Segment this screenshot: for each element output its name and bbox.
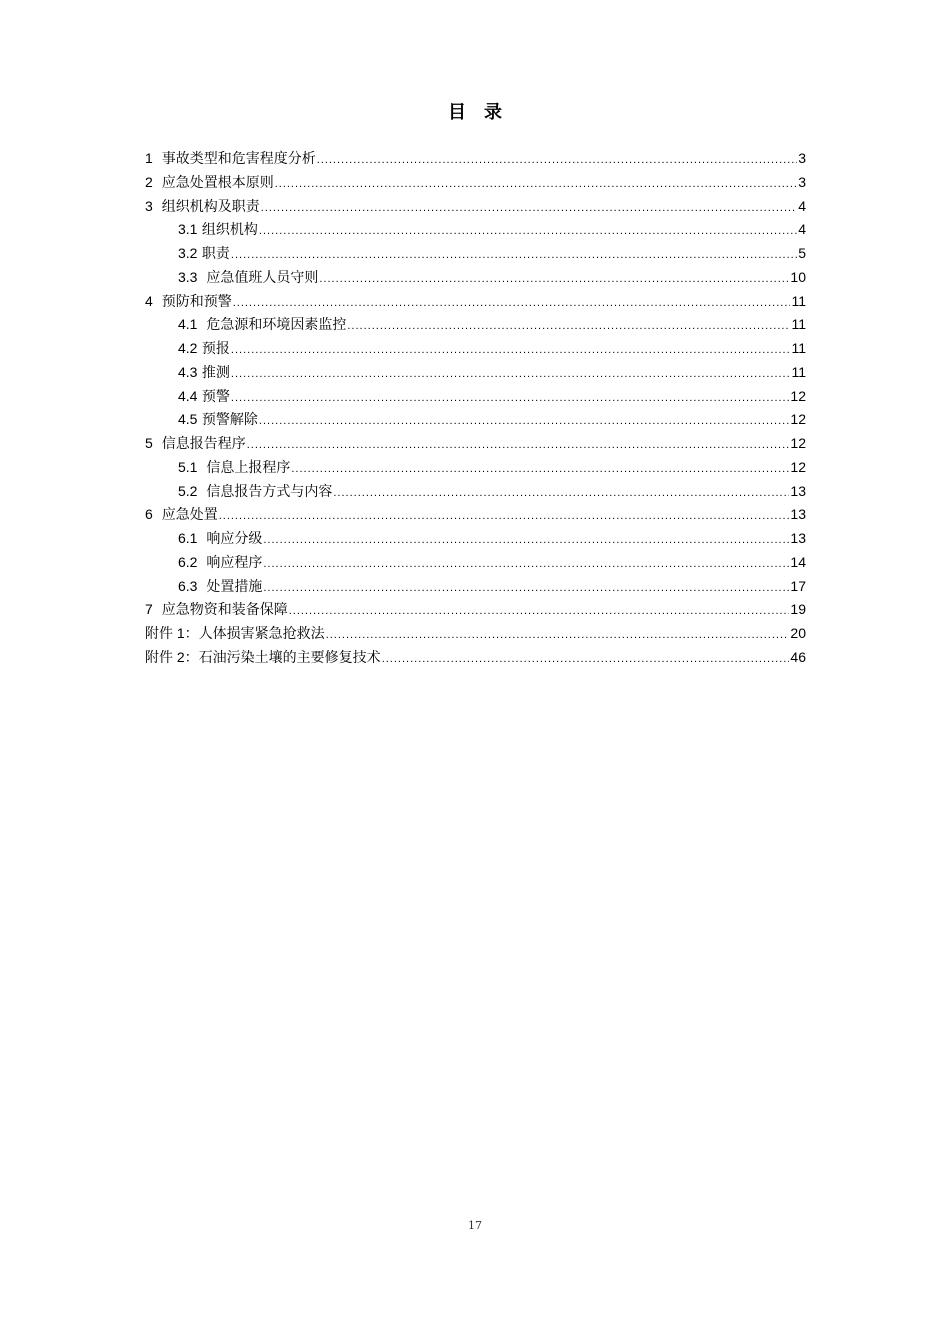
toc-entry[interactable]: [145, 598, 806, 620]
toc-entry-page-number: 12: [790, 387, 806, 404]
toc-entry-label: [178, 385, 230, 408]
footer-page-number: 17: [468, 1219, 482, 1232]
toc-entry-page-number: 4: [798, 197, 806, 214]
toc-entry[interactable]: [178, 551, 806, 573]
toc-entry-label: [145, 598, 288, 621]
toc-entry-text: 预防和预警: [161, 293, 232, 310]
toc-entry-page-number: 5: [798, 245, 806, 261]
toc-entry-number: 5.1: [178, 458, 198, 475]
toc-entry-page-number: 11: [791, 363, 806, 380]
toc-entry-number: 6: [145, 506, 153, 523]
toc-entry-label: [178, 527, 262, 550]
toc-entry-label: [178, 480, 332, 503]
toc-entry[interactable]: [145, 432, 806, 454]
toc-leader-dots: [233, 292, 791, 314]
toc-leader-dots: [317, 149, 798, 171]
toc-entry-text: 组织机构及职责: [161, 198, 260, 215]
toc-entry-text: 信息报告程序: [161, 436, 246, 452]
toc-entry-label: [178, 337, 230, 360]
toc-entry-label: [178, 408, 258, 431]
toc-entry-label: [145, 432, 246, 455]
toc-entry-text: 信息上报程序: [206, 459, 291, 476]
toc-entry[interactable]: [145, 622, 806, 644]
toc-entry-number: 附件 1：: [145, 625, 199, 641]
toc-entry-page-number: 19: [790, 601, 806, 618]
toc-entry-text: 应急物资和装备保障: [161, 602, 288, 619]
toc-entry-page-number: 3: [798, 150, 806, 166]
toc-entry[interactable]: [145, 195, 806, 217]
toc-entry-label: [178, 575, 262, 598]
toc-entry-page-number: 17: [790, 577, 806, 594]
toc-leader-dots: [231, 363, 791, 385]
toc-entry[interactable]: [178, 266, 806, 288]
toc-entry-label: [178, 456, 290, 479]
toc-leader-dots: [333, 482, 789, 504]
toc-entry[interactable]: [178, 361, 806, 383]
toc-entry-label: [145, 622, 325, 645]
toc-entry-text: 危急源和环境因素监控: [206, 317, 347, 334]
toc-entry[interactable]: [178, 385, 806, 407]
toc-entry-number: 附件 2：: [145, 648, 199, 665]
toc-entry-label: [145, 195, 260, 218]
toc-entry-number: 3.2: [178, 245, 198, 261]
toc-leader-dots: [259, 220, 797, 242]
toc-entry[interactable]: [178, 242, 806, 264]
toc-leader-dots: [319, 268, 789, 290]
toc-entry-number: 4.5: [178, 411, 198, 428]
toc-entry-page-number: 46: [790, 648, 806, 665]
toc-entry-text: 应急处置根本原则: [161, 174, 274, 191]
toc-entry-number: 3: [145, 197, 153, 214]
toc-entry-label: [178, 266, 318, 289]
toc-entry-label: [145, 171, 274, 194]
toc-entry[interactable]: [178, 480, 806, 502]
toc-entry-number: 5.2: [178, 482, 198, 499]
toc-entry-number: 2: [145, 173, 153, 190]
toc-entry-page-number: 12: [790, 435, 806, 451]
toc-entry-number: 4.2: [178, 340, 198, 356]
toc-entry-text: 应急处置: [161, 507, 218, 524]
toc-entry-label: [178, 242, 230, 265]
toc-entry-text: 职责: [201, 246, 230, 262]
toc-entry-label: [178, 361, 230, 384]
toc-entry-number: 6.1: [178, 530, 198, 546]
toc-entry-page-number: 3: [798, 173, 806, 190]
toc-entry[interactable]: [178, 456, 806, 478]
toc-entry-text: 信息报告方式与内容: [206, 483, 333, 500]
toc-entry-label: [178, 551, 262, 574]
toc-leader-dots: [326, 624, 790, 646]
toc-leader-dots: [263, 577, 789, 599]
toc-entry-text: 组织机构: [201, 222, 258, 239]
toc-entry-text: 预警: [201, 388, 230, 405]
toc-entry-label: [145, 503, 218, 526]
toc-entry-page-number: 13: [790, 506, 806, 523]
toc-entry-text: 人体损害紧急抢救法: [198, 626, 325, 642]
toc-entry-page-number: 14: [790, 553, 806, 570]
toc-entry-page-number: 4: [798, 221, 806, 238]
toc-entry[interactable]: [178, 218, 806, 240]
toc-entry[interactable]: [145, 171, 806, 193]
toc-entry[interactable]: [145, 290, 806, 312]
toc-leader-dots: [259, 410, 790, 432]
toc-entry-text: 事故类型和危害程度分析: [161, 151, 316, 167]
toc-leader-dots: [263, 553, 789, 575]
toc-entry[interactable]: [178, 575, 806, 597]
toc-leader-dots: [219, 505, 790, 527]
toc-entry[interactable]: [145, 503, 806, 525]
toc-entry-text: 推测: [201, 364, 230, 381]
toc-entry-text: 预警解除: [201, 412, 258, 429]
toc-entry-number: 6.3: [178, 577, 198, 594]
toc-leader-dots: [275, 173, 798, 195]
toc-entry-number: 3.3: [178, 268, 198, 285]
toc-entry[interactable]: [145, 147, 806, 169]
toc-leader-dots: [347, 315, 790, 337]
toc-entry-page-number: 11: [791, 316, 806, 333]
toc-entry-text: 应急值班人员守则: [206, 269, 319, 286]
toc-leader-dots: [231, 387, 790, 409]
toc-entry-text: 响应分级: [206, 531, 263, 547]
toc-entry-page-number: 20: [790, 625, 806, 641]
toc-entry[interactable]: [145, 646, 806, 668]
toc-title-char-2: 录: [484, 102, 502, 123]
toc-entry-label: [145, 646, 381, 669]
toc-entry-text: 处置措施: [206, 578, 263, 595]
toc-leader-dots: [247, 434, 790, 456]
toc-entry-label: [178, 218, 258, 241]
toc-entry-text: 响应程序: [206, 554, 263, 571]
toc-entry-number: 1: [145, 150, 153, 166]
toc-entry-page-number: 11: [791, 292, 806, 309]
toc-entry-number: 4.3: [178, 363, 198, 380]
toc-leader-dots: [261, 197, 798, 219]
toc-leader-dots: [231, 244, 797, 266]
toc-entry-number: 4: [145, 292, 153, 309]
toc-entry-page-number: 12: [790, 411, 806, 428]
toc-leader-dots: [263, 529, 789, 551]
toc-entry-page-number: 13: [790, 482, 806, 499]
toc-entry[interactable]: [178, 408, 806, 430]
toc-entry[interactable]: [178, 527, 806, 549]
toc-entry-number: 3.1: [178, 221, 198, 238]
toc-entry-number: 4.1: [178, 316, 198, 333]
toc-title: [0, 98, 950, 124]
toc-entry-page-number: 10: [790, 268, 806, 285]
toc-leader-dots: [291, 458, 789, 480]
toc-entry-text: 预报: [201, 341, 230, 357]
toc-entry-page-number: 11: [791, 340, 806, 356]
toc-entry[interactable]: [178, 337, 806, 359]
toc-entry-number: 4.4: [178, 387, 198, 404]
toc-entry-number: 6.2: [178, 553, 198, 570]
toc-entry-number: 5: [145, 435, 153, 451]
toc-entry-number: 7: [145, 601, 153, 618]
toc-entry[interactable]: [178, 313, 806, 335]
toc-entry-page-number: 13: [790, 530, 806, 546]
toc-leader-dots: [382, 648, 790, 670]
toc-entry-page-number: 12: [790, 458, 806, 475]
toc-entry-label: [145, 290, 232, 313]
toc-leader-dots: [289, 600, 790, 622]
toc-entry-label: [145, 147, 316, 170]
toc-title-char-1: 目: [448, 102, 466, 123]
toc-entry-label: [178, 313, 346, 336]
toc-leader-dots: [231, 339, 791, 361]
toc-entry-text: 石油污染土壤的主要修复技术: [198, 649, 381, 666]
